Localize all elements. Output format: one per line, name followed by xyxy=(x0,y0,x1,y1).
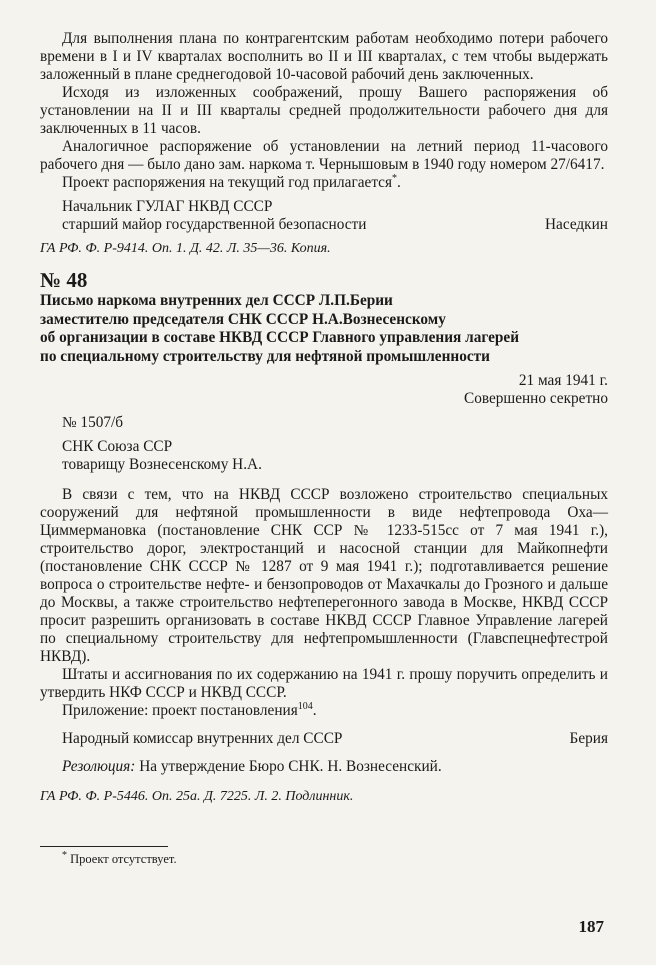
paragraph-attached-draft: Проект распоряжения на текущий год прилагается*. xyxy=(62,172,401,191)
attachment-line: Приложение: проект постановления$^{104}$. xyxy=(62,700,317,719)
resolution xyxy=(40,758,608,776)
footnote-text: Проект отсутствует. xyxy=(70,852,177,866)
footnote xyxy=(40,851,608,867)
prev-signature-row xyxy=(40,216,608,234)
prev-signature-rank: старший майор государственной безопасности xyxy=(62,216,367,233)
document-number: № 48 xyxy=(40,268,88,292)
signature-title: Народный комиссар внутренних дел СССР xyxy=(62,730,343,747)
heading-line: Письмо наркома внутренних дел СССР Л.П.Берии xyxy=(40,292,393,309)
resolution-label: Резолюция: xyxy=(62,758,136,775)
prev-archive-source: ГА РФ. Ф. Р-9414. Оп. 1. Д. 42. Л. 35—36. Копия. xyxy=(40,241,331,256)
heading-line: заместителю председателя СНК СССР Н.А.Вознесенскому xyxy=(40,310,446,328)
addressee-org: СНК Союза ССР xyxy=(62,438,173,455)
attachment-ref: 104 xyxy=(297,700,313,712)
heading-line: об организации в составе НКВД СССР Главного управления лагерей xyxy=(40,329,520,346)
signature-name: Берия xyxy=(569,730,608,747)
heading-line: по специальному строительству для нефтяной промышленности xyxy=(40,347,490,365)
attached-draft-text: Проект распоряжения на текущий год прилагается xyxy=(62,174,393,191)
footnote-mark: * xyxy=(62,849,67,861)
signature-row xyxy=(40,730,608,748)
footnote-mark: * xyxy=(392,172,398,184)
paragraph-request: Исходя из изложенных соображений, прошу Вашего распоряжения об установлении на II и III кварталы средней продолжительности рабочего дня для заключенных в 11 часов. xyxy=(40,84,608,137)
page-number: 187 xyxy=(578,917,604,936)
prev-signature-name: Наседкин xyxy=(545,216,608,233)
body-paragraph: Штаты и ассигнования по их содержанию на 1941 г. прошу поручить определить и утвердить НКФ СССР и НКВД СССР. xyxy=(40,666,608,701)
registration-number: № 1507/б xyxy=(62,414,124,431)
body-paragraph: В связи с тем, что на НКВД СССР возложено строительство специальных сооружений для нефтяной промышленности в виде нефтепровода Оха—Циммермановка (постановление СНК ССР № 1233-515сс от 7 мая 1941 г.), строительство дорог, электростанций и насосной станции для Майкопнефти (постановление СНК СССР № 1287 от 9 мая 1941 г.); подготавливается решение вопроса о строительстве нефте- и бензопроводов от Махачкалы до Грозного и дальше до Москвы, а также строительство нефтеперегонного завода в Москве, НКВД СССР просит разрешить организовать в составе НКВД СССР Главное Управление лагерей по специальному строительству для нефтепромышленности (Главспецнефтестрой НКВД). xyxy=(40,486,608,665)
attachment-text: Приложение: проект постановления xyxy=(62,702,298,719)
document-heading xyxy=(40,292,608,366)
addressee-person: товарищу Вознесенскому Н.А. xyxy=(62,456,262,473)
document-date: 21 мая 1941 г. xyxy=(518,372,608,389)
page-content xyxy=(40,30,608,867)
classification-stamp: Совершенно секретно xyxy=(464,390,608,407)
archive-source: ГА РФ. Ф. Р-5446. Оп. 25а. Д. 7225. Л. 2. Подлинник. xyxy=(40,789,354,804)
prev-signature-title: Начальник ГУЛАГ НКВД СССР xyxy=(62,198,273,215)
footnote-divider xyxy=(40,846,168,847)
resolution-text: На утверждение Бюро СНК. Н. Вознесенский. xyxy=(139,758,442,775)
paragraph-contract-work: Для выполнения плана по контрагентским работам необходимо потери рабочего времени в I и IV кварталах восполнить во II и III кварталах, с тем чтобы выдержать заложенный в плане среднегодовой 10-часовой рабочий день заключенных. xyxy=(40,30,608,83)
paragraph-precedent: Аналогичное распоряжение об установлении на летний период 11-часового рабочего дня — было дано зам. наркома т. Чернышовым в 1940 году номером 27/6417. xyxy=(40,138,608,173)
